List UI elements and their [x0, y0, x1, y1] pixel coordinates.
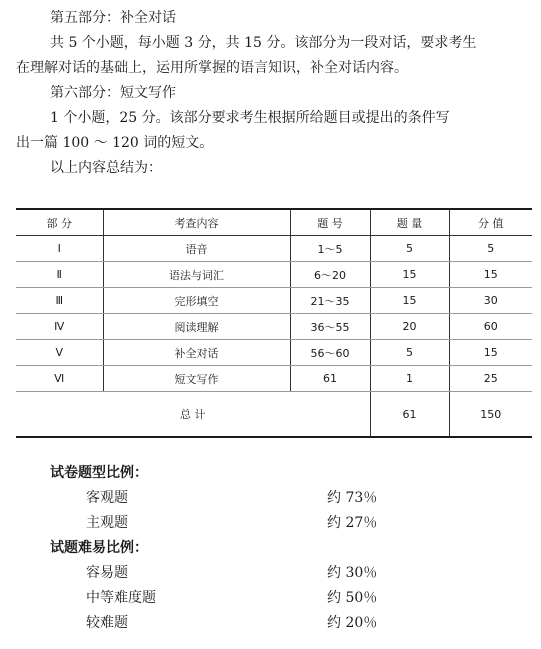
ratio-row: [0, 513, 541, 533]
table-row: [16, 366, 532, 392]
cell-part: Ⅰ: [16, 236, 103, 262]
header-score: 分 值: [449, 209, 532, 236]
cell-numbers: 1～5: [290, 236, 370, 262]
ratio-value: 约 27％: [327, 515, 378, 531]
cell-count: 15: [370, 262, 449, 288]
ratio-value: 约 73％: [327, 490, 378, 506]
cell-numbers: 21～35: [290, 288, 370, 314]
cell-part: Ⅵ: [16, 366, 103, 392]
total-score: 150: [449, 392, 532, 438]
ratio-row: [0, 588, 541, 608]
cell-count: 5: [370, 340, 449, 366]
cell-content: 完形填空: [103, 288, 290, 314]
ratio-label: 客观题: [86, 490, 128, 506]
table-row: [16, 314, 532, 340]
difficulty-ratio-title: 试题难易比例：: [50, 540, 148, 556]
part6-text-line1: 1 个小题，25 分。该部分要求考生根据所给题目或提出的条件写: [50, 110, 450, 126]
ratio-label: 容易题: [86, 565, 128, 581]
cell-count: 5: [370, 236, 449, 262]
cell-count: 15: [370, 288, 449, 314]
ratio-row: [0, 563, 541, 583]
ratio-value: 约 20％: [327, 615, 378, 631]
cell-count: 20: [370, 314, 449, 340]
cell-content: 语音: [103, 236, 290, 262]
table-row: [16, 262, 532, 288]
ratio-row: [0, 488, 541, 508]
table-header-row: [16, 209, 532, 236]
cell-score: 25: [449, 366, 532, 392]
header-numbers: 题 号: [290, 209, 370, 236]
summary-intro: 以上内容总结为：: [50, 160, 162, 176]
question-type-ratio-title: 试卷题型比例：: [50, 465, 148, 481]
cell-score: 30: [449, 288, 532, 314]
ratio-row: [0, 613, 541, 633]
cell-count: 1: [370, 366, 449, 392]
part6-text-line2: 出一篇 100 ～ 120 词的短文。: [16, 135, 214, 151]
cell-numbers: 56～60: [290, 340, 370, 366]
cell-numbers: 36～55: [290, 314, 370, 340]
cell-score: 5: [449, 236, 532, 262]
cell-content: 短文写作: [103, 366, 290, 392]
cell-score: 15: [449, 262, 532, 288]
ratio-label: 中等难度题: [86, 590, 156, 606]
cell-part: Ⅱ: [16, 262, 103, 288]
table-row: [16, 236, 532, 262]
cell-content: 阅读理解: [103, 314, 290, 340]
summary-table: [16, 208, 532, 438]
table-row: [16, 288, 532, 314]
ratio-label: 较难题: [86, 615, 128, 631]
cell-numbers: 61: [290, 366, 370, 392]
cell-score: 60: [449, 314, 532, 340]
header-part: 部 分: [16, 209, 103, 236]
total-label: 总 计: [16, 392, 370, 438]
ratio-value: 约 30％: [327, 565, 378, 581]
part5-text-line2: 在理解对话的基础上，运用所掌握的语言知识，补全对话内容。: [16, 60, 408, 76]
ratio-value: 约 50％: [327, 590, 378, 606]
cell-numbers: 6～20: [290, 262, 370, 288]
cell-score: 15: [449, 340, 532, 366]
cell-part: Ⅴ: [16, 340, 103, 366]
part6-title: 第六部分：短文写作: [50, 85, 176, 101]
cell-content: 补全对话: [103, 340, 290, 366]
cell-content: 语法与词汇: [103, 262, 290, 288]
part5-text-line1: 共 5 个小题，每小题 3 分，共 15 分。该部分为一段对话，要求考生: [50, 35, 477, 51]
part5-title: 第五部分：补全对话: [50, 10, 176, 26]
table-total-row: [16, 392, 532, 438]
table-row: [16, 340, 532, 366]
ratio-label: 主观题: [86, 515, 128, 531]
total-count: 61: [370, 392, 449, 438]
cell-part: Ⅲ: [16, 288, 103, 314]
cell-part: Ⅳ: [16, 314, 103, 340]
header-count: 题 量: [370, 209, 449, 236]
header-content: 考查内容: [103, 209, 290, 236]
